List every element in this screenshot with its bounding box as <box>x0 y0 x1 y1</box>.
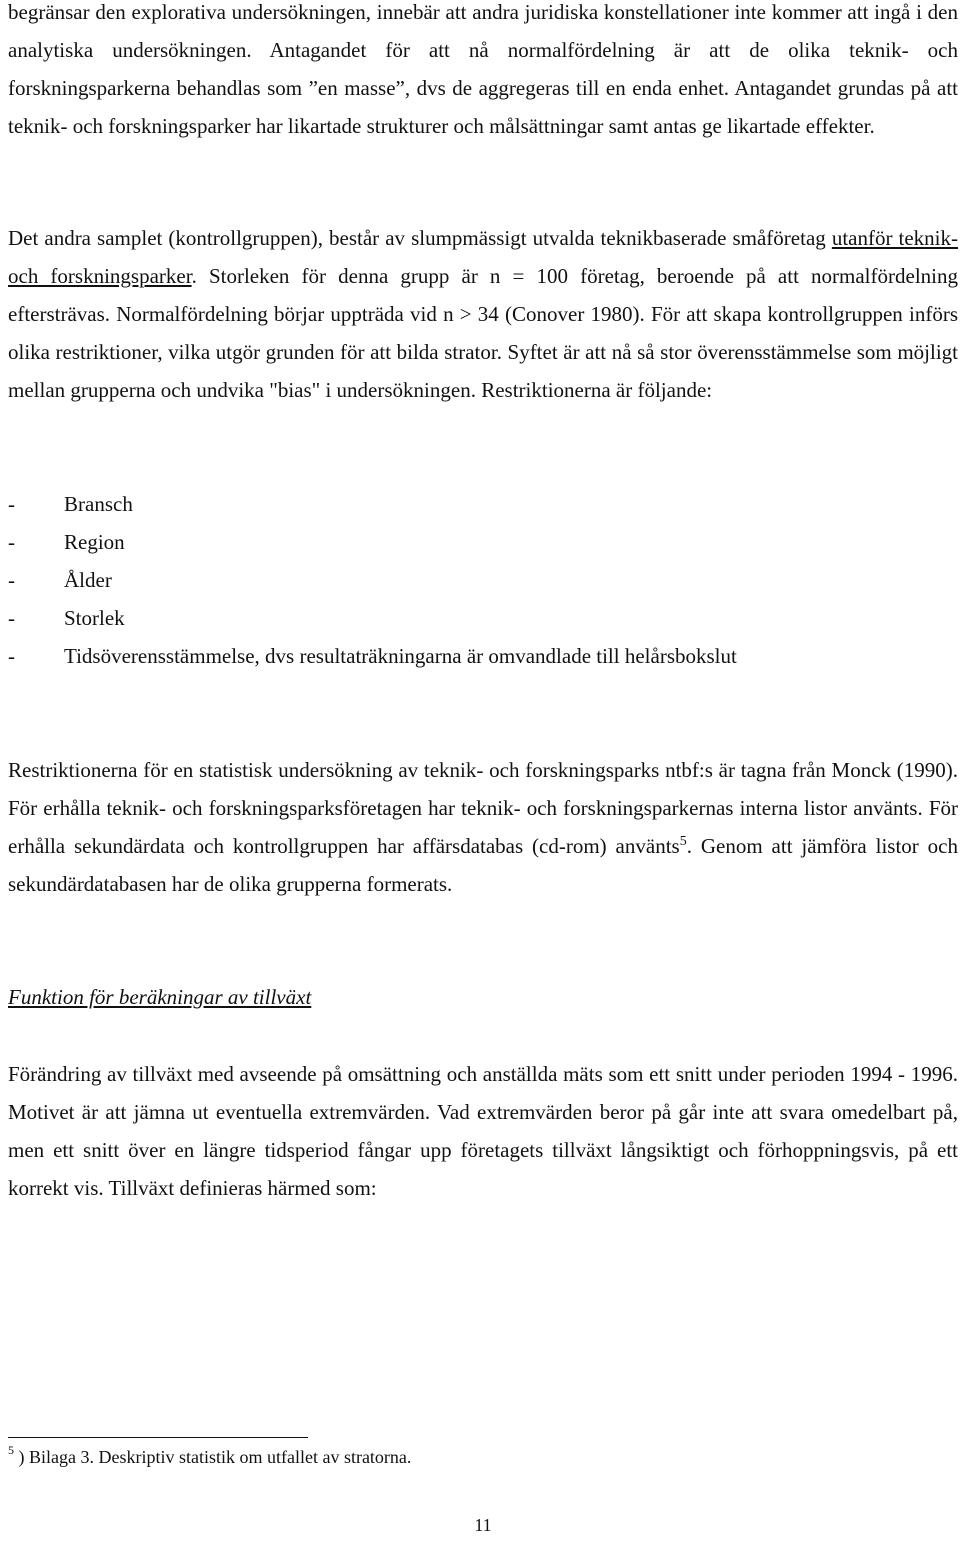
paragraph-text: Förändring av tillväxt med avseende på omsättning och anställda mäts som ett snitt under perioden 1994 - 1996. Motivet är att jämna ut eventuella extremvärden. Vad extremvärden beror på går inte att svara omedelbart på, men ett snitt över en längre tidsperiod fångar upp företagets tillväxt långsiktigt och förhoppningsvis, på ett korrekt vis. Tillväxt definieras härmed som: <box>8 1062 958 1200</box>
footnote-reference[interactable]: 5 <box>679 834 687 849</box>
list-item <box>8 561 958 599</box>
list-item <box>8 599 958 637</box>
footnote-text: ) Bilaga 3. Deskriptiv statistik om utfallet av stratorna. <box>14 1447 412 1467</box>
paragraph-growth <box>8 1055 958 1207</box>
paragraph-control-group <box>8 219 958 409</box>
page-number: 11 <box>474 1515 492 1535</box>
restriction-list <box>8 485 958 675</box>
paragraph-text: begränsar den explorativa undersökningen, innebär att andra juridiska konstellationer inte kommer att ingå i den analytiska undersökningen. Antagandet för att nå normalfördelning är att de olika teknik- och forskningsparkerna behandlas som ”en masse”, dvs de aggregeras till en enda enhet. Antagandet grundas på att teknik- och forskningsparker har likartade strukturer och målsättningar samt antas ge likartade effekter. <box>8 0 958 138</box>
list-item <box>8 523 958 561</box>
list-item-text: Region <box>64 530 125 554</box>
list-item-text: Storlek <box>64 606 125 630</box>
paragraph-restrictions-source <box>8 751 958 903</box>
list-item-text: Bransch <box>64 492 133 516</box>
list-dash: - <box>8 606 15 630</box>
section-heading: Funktion för beräkningar av tillväxt <box>8 985 312 1009</box>
paragraph-text: Det andra samplet (kontrollgruppen), består av slumpmässigt utvalda teknikbaserade småföretag <box>8 226 832 250</box>
list-dash: - <box>8 568 15 592</box>
list-item-text: Ålder <box>64 568 112 592</box>
underlined-phrase: utanför teknik- och forskningsparker <box>8 226 959 288</box>
paragraph-normal-distribution <box>8 0 958 145</box>
paragraph-text: . Storleken för denna grupp är n = 100 företag, beroende på att normalfördelning eftersträvas. Normalfördelning börjar uppträda vid n > 34 (Conover 1980). För att skapa kontrollgruppen införs olika restriktioner, vilka utgör grunden för att bilda strator. Syftet är att nå så stor överensstämmelse som möjligt mellan grupperna och undvika "bias" i undersökningen. Restriktionerna är följande: <box>8 264 958 402</box>
list-dash: - <box>8 530 15 554</box>
list-item <box>8 637 958 675</box>
paragraph-text: . Genom att jämföra listor och sekundärdatabasen har de olika grupperna formerats. <box>8 834 958 896</box>
list-dash: - <box>8 644 15 668</box>
paragraph-text: Restriktionerna för en statistisk undersökning av teknik- och forskningsparks ntbf:s är tagna från Monck (1990). För erhålla teknik- och forskningsparksföretagen har teknik- och forskningsparkernas interna listor använts. För erhålla sekundärdata och kontrollgruppen har affärsdatabas (cd-rom) använts <box>8 758 958 858</box>
list-dash: - <box>8 492 15 516</box>
list-item <box>8 485 958 523</box>
footnote-divider <box>8 1437 308 1438</box>
list-item-text: Tidsöverensstämmelse, dvs resultaträkningarna är omvandlade till helårsbokslut <box>64 644 737 668</box>
footnote-marker: 5 <box>8 1443 14 1457</box>
footnote <box>8 1442 411 1472</box>
